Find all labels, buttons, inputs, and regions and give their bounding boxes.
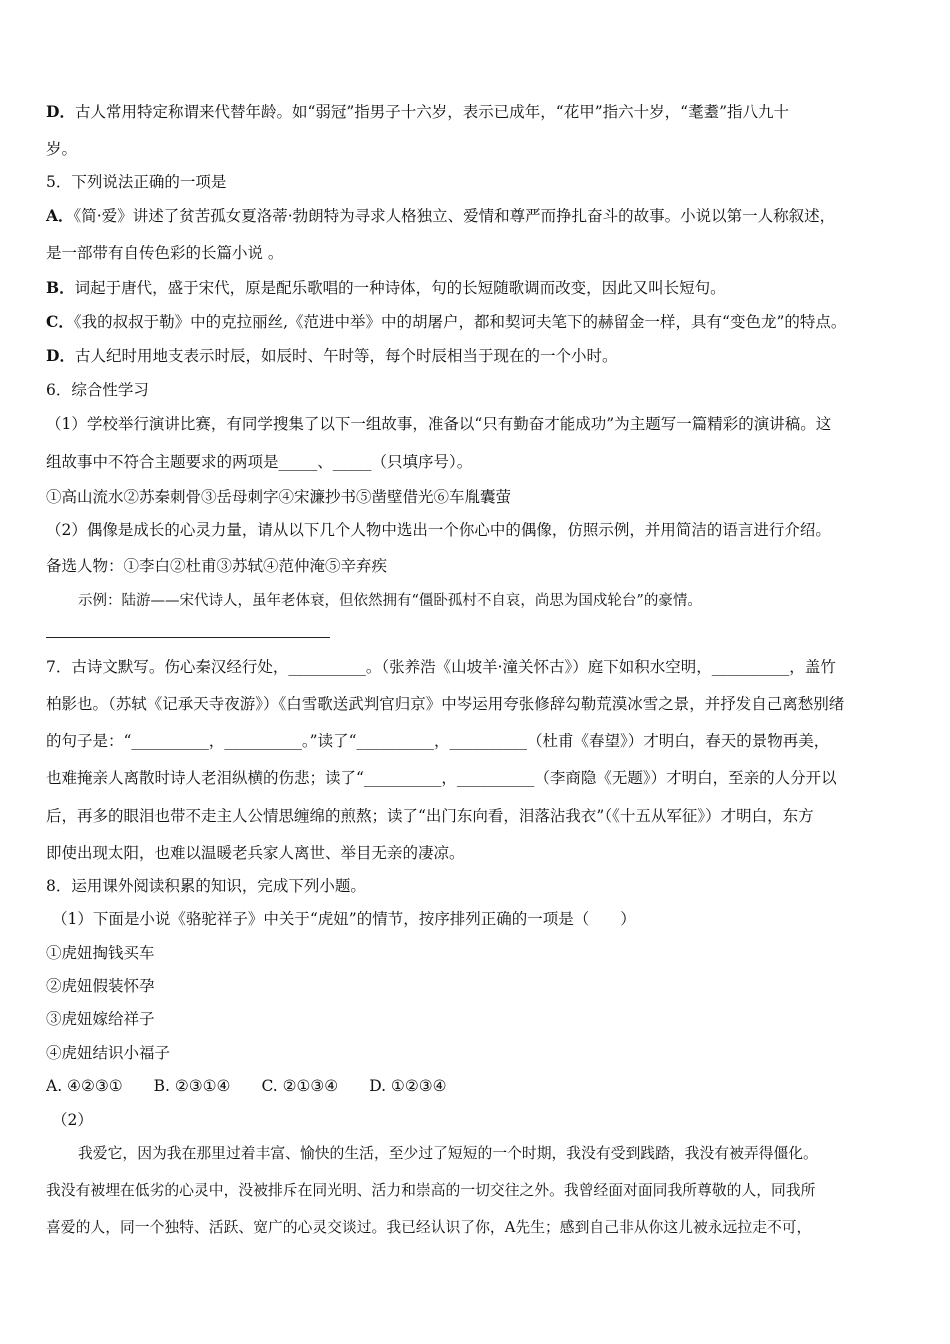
question-6-candidates: 备选人物：①李白②杜甫③苏轼④范仲淹⑤辛弃疾 bbox=[46, 557, 388, 575]
question-6-part-2: （2）偶像是成长的心灵力量，请从以下几个人物中选出一个你心中的偶像，仿照示例，并用简洁的语言进行介绍。 bbox=[46, 521, 831, 539]
question-6-part-1: （1）学校举行演讲比赛，有同学搜集了以下一组故事，准备以“只有勤奋才能成功”为主题写一篇精彩的演讲稿。这 bbox=[46, 415, 832, 433]
plot-item-1: ①虎妞掏钱买车 bbox=[46, 944, 155, 962]
question-5-stem: 5．下列说法正确的一项是 bbox=[46, 173, 227, 191]
option-label: D． bbox=[46, 346, 75, 365]
question-7-line-5: 后，再多的眼泪也带不走主人公情思缠绵的煎熬；读了“出门东向看，泪落沾我衣”（《十五从军征》）才明白，东方 bbox=[46, 807, 814, 825]
question-5-option-a bbox=[46, 206, 910, 226]
question-5-option-c bbox=[46, 312, 910, 332]
option-text: 古人常用特定称谓来代替年龄。如“弱冠”指男子十六岁，表示已成年，“花甲”指六十岁，“耄耋”指八九十 bbox=[74, 103, 790, 121]
question-7-line-4: 也难掩亲人离散时诗人老泪纵横的伤悲；读了“__________，__________（李商隐《无题》）才明白，至亲的人分开以 bbox=[46, 769, 837, 787]
passage-line-3: 喜爱的人，同一个独特、活跃、宽广的心灵交谈过。我已经认识了你，A先生；感到自己非从你这儿被永远拉走不可， bbox=[46, 1219, 812, 1236]
question-5-option-b bbox=[46, 278, 910, 298]
plot-item-2: ②虎妞假装怀孕 bbox=[46, 977, 155, 995]
question-6-example: 示例：陆游——宋代诗人，虽年老体衰，但依然拥有“僵卧孤村不自哀，尚思为国戍轮台”的豪情。 bbox=[78, 593, 702, 609]
passage-line-1: 我爱它，因为我在那里过着丰富、愉快的生活，至少过了短短的一个时期，我没有受到践踏，我没有被弄得僵化。 bbox=[78, 1145, 818, 1162]
question-6-story-list: ①高山流水②苏秦刺骨③岳母刺字④宋濂抄书⑤凿壁借光⑥车胤囊萤 bbox=[46, 488, 512, 506]
passage-line-2: 我没有被埋在低劣的心灵中，没被排斥在同光明、活力和崇高的一切交往之外。我曾经面对面同我所尊敬的人，同我所 bbox=[46, 1182, 816, 1199]
question-5-option-d bbox=[46, 346, 910, 366]
question-8-part-2: （2） bbox=[52, 1111, 93, 1129]
question-6-part-1-cont: 组故事中不符合主题要求的两项是_____、_____（只填序号）。 bbox=[46, 453, 473, 471]
option-label: B． bbox=[46, 278, 75, 297]
question-7-line-3: 的句子是：“__________，__________。”读了“__________，__________（杜甫《春望》）才明白，春天的景物再美， bbox=[46, 732, 830, 750]
option-label: C． bbox=[46, 312, 74, 331]
question-8-options: A. ④②③① B. ②③①④ C. ②①③④ D. ①②③④ bbox=[46, 1077, 447, 1095]
option-text: 《简·爱》讲述了贫苦孤女夏洛蒂·勃朗特为寻求人格独立、爱情和尊严而挣扎奋斗的故事。小说以第一人称叙述， bbox=[73, 207, 836, 225]
question-8-part-1: （1）下面是小说《骆驼祥子》中关于“虎妞”的情节，按序排列正确的一项是（ ） bbox=[52, 910, 636, 928]
option-label: A． bbox=[46, 206, 74, 225]
option-text: 《我的叔叔于勒》中的克拉丽丝,《范进中举》中的胡屠户，都和契诃夫笔下的赫留金一样，具有“变色龙”的特点。 bbox=[73, 313, 847, 331]
question-7-line-6: 即使出现太阳，也难以温暖老兵家人离世、举目无亲的凄凉。 bbox=[46, 844, 465, 862]
option-text: 词起于唐代，盛于宋代，原是配乐歌唱的一种诗体，句的长短随歌调而改变，因此又叫长短句。 bbox=[74, 279, 726, 297]
question-7-line-2: 柏影也。（苏轼《记承天寺夜游》）《白雪歌送武判官归京》中岑运用夸张修辞勾勒荒漠冰雪之景，并抒发自己离愁别绪 bbox=[46, 695, 845, 713]
plot-item-4: ④虎妞结识小福子 bbox=[46, 1044, 171, 1062]
answer-line bbox=[46, 637, 330, 638]
option-label: D． bbox=[46, 102, 75, 121]
question-7-line-1: 7．古诗文默写。伤心秦汉经行处，__________。（张养浩《山坡羊·潼关怀古》）庭下如积水空明，__________，盖竹 bbox=[46, 658, 836, 676]
question-8-stem: 8．运用课外阅读积累的知识，完成下列小题。 bbox=[46, 877, 366, 895]
question-6-title: 6．综合性学习 bbox=[46, 381, 149, 399]
question-4-option-d bbox=[46, 102, 910, 122]
question-4-option-d-cont: 岁。 bbox=[46, 140, 78, 158]
plot-item-3: ③虎妞嫁给祥子 bbox=[46, 1010, 155, 1028]
question-5-option-a-cont: 是一部带有自传色彩的长篇小说 。 bbox=[46, 244, 284, 262]
option-text: 古人纪时用地支表示时辰，如辰时、午时等，每个时辰相当于现在的一个小时。 bbox=[74, 347, 618, 365]
